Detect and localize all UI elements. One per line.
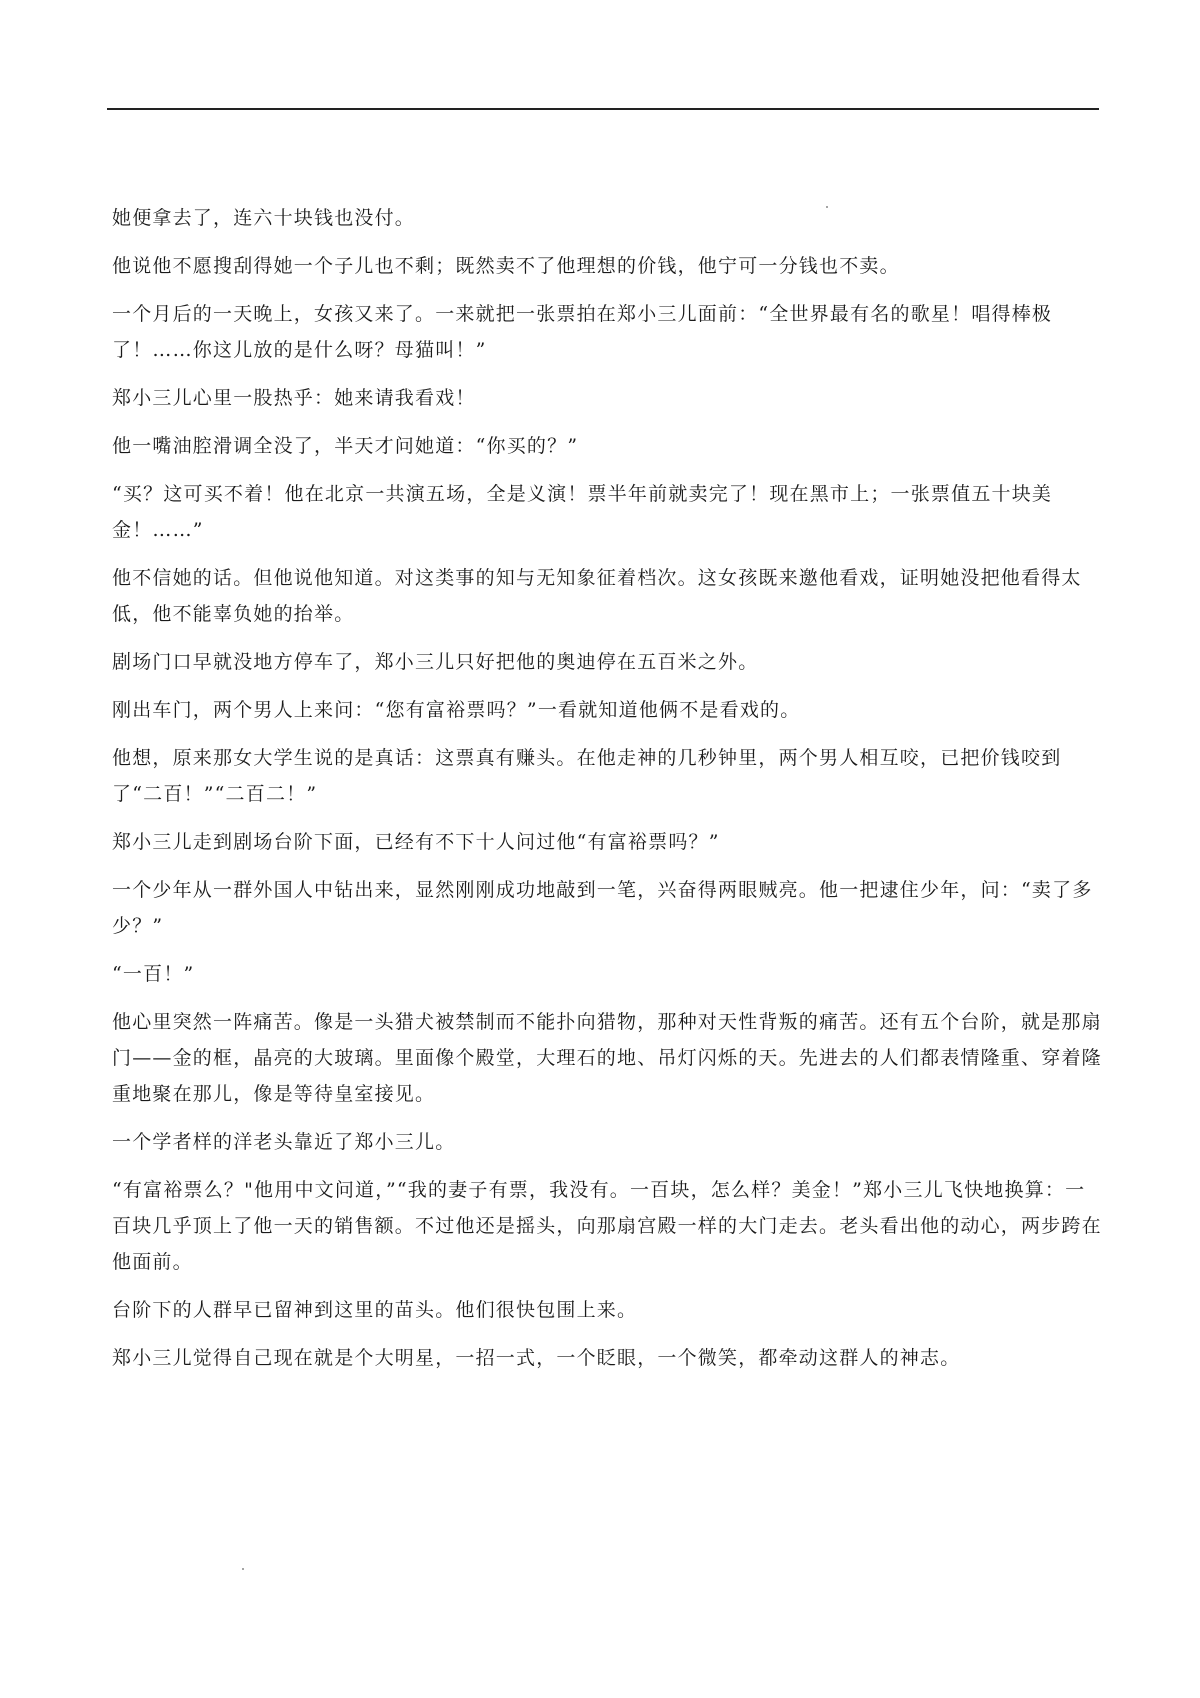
paragraph: 他心里突然一阵痛苦。像是一头猎犬被禁制而不能扑向猎物，那种对天性背叛的痛苦。还有五个台阶，就是那扇门——金的框，晶亮的大玻璃。里面像个殿堂，大理石的地、吊灯闪烁的天。先进去的人们都表情隆重、穿着隆重地聚在那儿，像是等待皇室接见。 [112, 1011, 1102, 1105]
scan-speck [242, 1568, 244, 1570]
paragraph: “一百！” [112, 963, 195, 985]
paragraph: 郑小三儿走到剧场台阶下面，已经有不下十人问过他“有富裕票吗？” [112, 831, 720, 853]
paragraph: “买？这可买不着！他在北京一共演五场，全是义演！票半年前就卖完了！现在黑市上；一张票值五十块美金！……” [112, 483, 1053, 541]
paragraph: 一个少年从一群外国人中钻出来，显然刚刚成功地敲到一笔，兴奋得两眼贼亮。他一把逮住少年，问：“卖了多少？” [112, 879, 1093, 937]
paragraph: 刚出车门，两个男人上来问：“您有富裕票吗？”一看就知道他俩不是看戏的。 [112, 699, 801, 721]
paragraph: 剧场门口早就没地方停车了，郑小三儿只好把他的奥迪停在五百米之外。 [112, 651, 759, 673]
paragraph: “有富裕票么？"他用中文问道，”“我的妻子有票，我没有。一百块，怎么样？美金！”郑小三儿飞快地换算：一百块几乎顶上了他一天的销售额。不过他还是摇头，向那扇宫殿一样的大门走去。老头看出他的动心，两步跨在他面前。 [112, 1179, 1102, 1273]
paragraph: 他想，原来那女大学生说的是真话：这票真有赚头。在他走神的几秒钟里，两个男人相互咬，已把价钱咬到了“二百！”“二百二！” [112, 747, 1062, 805]
paragraph: 他一嘴油腔滑调全没了，半天才问她道：“你买的？” [112, 435, 579, 457]
paragraph: 一个月后的一天晚上，女孩又来了。一来就把一张票拍在郑小三儿面前：“全世界最有名的歌星！唱得棒极了！……你这儿放的是什么呀？母猫叫！” [112, 303, 1053, 361]
document-body [112, 200, 1104, 1388]
paragraph: 她便拿去了，连六十块钱也没付。 [112, 207, 416, 229]
paragraph: 他说他不愿搜刮得她一个子儿也不剩；既然卖不了他理想的价钱，他宁可一分钱也不卖。 [112, 255, 900, 277]
paragraph: 他不信她的话。但他说他知道。对这类事的知与无知象征着档次。这女孩既来邀他看戏，证明她没把他看得太低，他不能辜负她的抬举。 [112, 567, 1082, 625]
paragraph: 郑小三儿心里一股热乎：她来请我看戏！ [112, 387, 476, 409]
paragraph: 台阶下的人群早已留神到这里的苗头。他们很快包围上来。 [112, 1299, 638, 1321]
paragraph: 郑小三儿觉得自己现在就是个大明星，一招一式，一个眨眼，一个微笑，都牵动这群人的神志。 [112, 1347, 961, 1369]
header-rule [107, 108, 1099, 110]
paragraph: 一个学者样的洋老头靠近了郑小三儿。 [112, 1131, 456, 1153]
